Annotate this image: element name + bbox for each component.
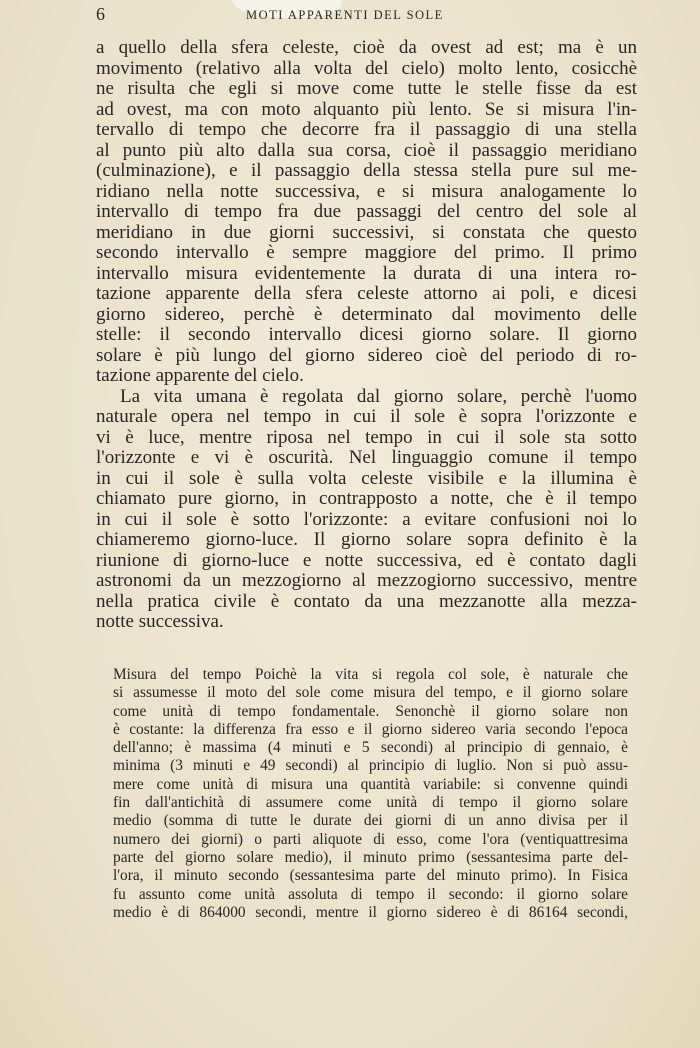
- text-line: (culminazione), e il passaggio della stessa stella pure sul me-: [96, 160, 637, 181]
- note-line: minima (3 minuti e 49 secondi) al principio di luglio. Non si può assu-: [113, 757, 628, 775]
- text-line: naturale opera nel tempo in cui il sole è sopra l'orizzonte e: [96, 406, 637, 427]
- note-line: come unità di tempo fondamentale. Senonchè il giorno solare non: [113, 702, 628, 720]
- text-line: l'orizzonte e vi è oscurità. Nel linguaggio comune il tempo: [96, 447, 637, 468]
- note-line: fin dall'antichità di assumere come unità di tempo il giorno solare: [113, 794, 628, 812]
- note-line: medio è di 864000 secondi, mentre il giorno sidereo è di 86164 secondi,: [113, 903, 628, 921]
- text-line: intervallo di tempo fra due passaggi del centro del sole al: [96, 201, 637, 222]
- note-line: l'ora, il minuto secondo (sessantesima parte del minuto primo). In Fisica: [113, 867, 628, 885]
- text-line: nella pratica civile è contato da una mezzanotte alla mezza-: [96, 590, 637, 612]
- text-line: astronomi da un mezzogiorno al mezzogiorno successivo, mentre: [96, 570, 637, 591]
- text-line: ad ovest, ma con moto alquanto più lento. Se si misura l'in-: [96, 98, 637, 120]
- text-line: tervallo di tempo che decorre fra il passaggio di una stella: [96, 119, 637, 140]
- text-line: giorno sidereo, perchè è determinato dal movimento delle: [96, 303, 637, 325]
- note-line: numero dei giorni) o parti aliquote di esso, come l'ora (ventiquattresima: [113, 830, 628, 848]
- text-line: intervallo misura evidentemente la durata di una intera ro-: [96, 262, 637, 284]
- running-head: MOTI APPARENTI DEL SOLE: [246, 8, 444, 22]
- text-line: meridiano in due giorni successivi, si constata che questo: [96, 221, 637, 243]
- note-line: medio (somma di tutte le durate dei giorni di un anno divisa per il: [113, 812, 628, 830]
- text-line: riunione di giorno-luce e notte successiva, ed è contato dagli: [96, 549, 637, 571]
- text-line: ne risulta che egli si move come tutte le stelle fisse da est: [96, 78, 637, 99]
- main-body-text: [96, 38, 637, 633]
- text-line: tazione apparente della sfera celeste attorno ai poli, e dicesi: [96, 283, 637, 304]
- note-line: è costante: la differenza fra esso e il giorno sidereo varia secondo l'epoca: [113, 720, 628, 738]
- text-line: in cui il sole è sotto l'orizzonte: a evitare confusioni noi lo: [96, 508, 637, 530]
- text-line: stelle: il secondo intervallo dicesi giorno solare. Il giorno: [96, 324, 637, 345]
- text-line: vi è luce, mentre riposa nel tempo in cui il sole sta sotto: [96, 426, 637, 448]
- text-line: chiamato pure giorno, in contrapposto a notte, che è il tempo: [96, 488, 637, 509]
- page-number: 6: [96, 4, 105, 24]
- text-line: al punto più alto dalla sua corsa, cioè il passaggio meridiano: [96, 139, 637, 161]
- text-line: in cui il sole è sulla volta celeste visibile e la illumina è: [96, 467, 637, 489]
- text-line: tazione apparente del cielo.: [96, 365, 304, 386]
- note-text: [113, 666, 628, 922]
- text-line: solare è più lungo del giorno sidereo cioè del periodo di ro-: [96, 344, 637, 366]
- note-line: Misura del tempo Poichè la vita si regola col sole, è naturale che: [113, 666, 628, 683]
- text-line: secondo intervallo è sempre maggiore del primo. Il primo: [96, 242, 637, 263]
- text-line: chiameremo giorno-luce. Il giorno solare sopra definito è la: [96, 529, 637, 550]
- note-line: si assumesse il moto del sole come misura del tempo, e il giorno solare: [113, 684, 628, 702]
- text-line: La vita umana è regolata dal giorno solare, perchè l'uomo: [120, 385, 637, 407]
- text-line: ridiano nella notte successiva, e si misura analogamente lo: [96, 180, 637, 202]
- text-line: a quello della sfera celeste, cioè da ovest ad est; ma è un: [96, 37, 637, 58]
- note-line: dell'anno; è massima (4 minuti e 5 secondi) al principio di gennaio, è: [113, 739, 628, 757]
- text-line: notte successiva.: [96, 611, 224, 632]
- note-line: mere come unità di misura una quantità variabile: si convenne quindi: [113, 775, 628, 793]
- note-line: parte del giorno solare medio), il minuto primo (sessantesima parte del-: [113, 848, 628, 866]
- note-line: fu assunto come unità assoluta di tempo il secondo: il giorno solare: [113, 885, 628, 903]
- text-line: movimento (relativo alla volta del cielo) molto lento, cosicchè: [96, 57, 637, 79]
